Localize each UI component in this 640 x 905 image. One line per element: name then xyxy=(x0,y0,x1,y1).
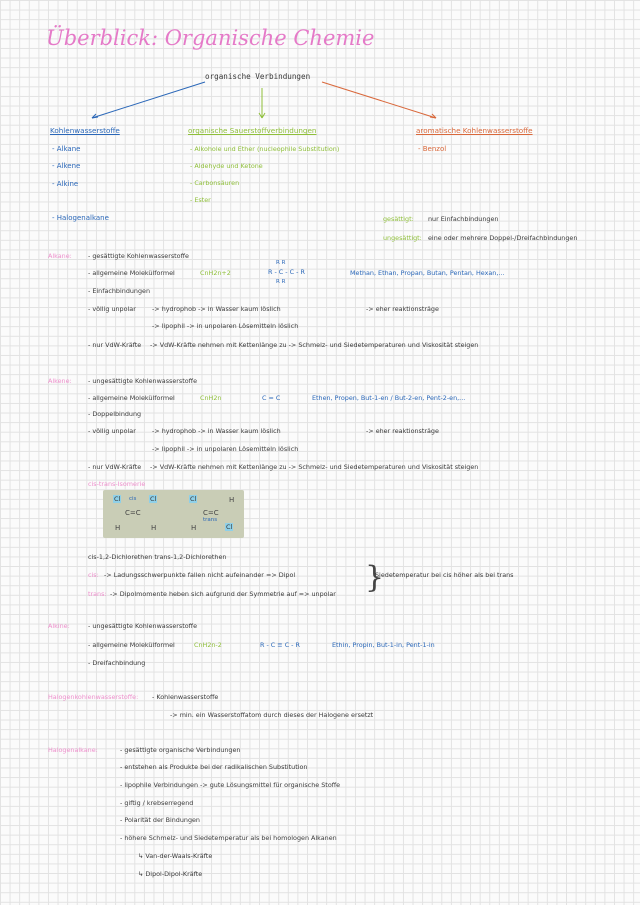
category-oxygen-head: organische Sauerstoffverbindungen xyxy=(188,126,317,135)
alkene-formula: CnH2n xyxy=(200,394,222,402)
alkane-line: - gesättigte Kohlenwasserstoffe xyxy=(88,252,189,260)
alkane-line: - allgemeine Molekülformel xyxy=(88,269,175,277)
cis-label: cis: xyxy=(88,571,99,579)
cis-text: -> Ladungsschwerpunkte fallen nicht aufeinander => Dipol xyxy=(104,571,296,579)
alkine-structure: R - C ≡ C - R xyxy=(260,641,300,649)
alkene-line: -> hydrophob -> in Wasser kaum löslich xyxy=(152,427,281,435)
haloalkane-line: - gesättigte organische Verbindungen xyxy=(120,746,241,754)
halokw-line: -> min. ein Wasserstoffatom durch dieses der Halogene ersetzt xyxy=(170,711,374,719)
alkene-line: - nur VdW-Kräfte xyxy=(88,463,142,471)
haloalkane-line: - höhere Schmelz- und Siedetemperatur als bei homologen Alkanen xyxy=(120,834,337,842)
isomer-names: cis-1,2-Dichlorethen trans-1,2-Dichlorethen xyxy=(88,553,227,561)
alkane-structure: R - C - C - R xyxy=(268,268,305,276)
def-text: eine oder mehrere Doppel-/Dreifachbindungen xyxy=(428,234,578,242)
alkine-formula: CnH2n-2 xyxy=(194,641,222,649)
cat1-item: - Alkene xyxy=(52,162,81,170)
hydrogen-label: H xyxy=(151,524,157,532)
root-node: organische Verbindungen xyxy=(205,72,311,81)
alkane-line: -> lipophil -> in unpolaren Lösemitteln löslich xyxy=(152,322,299,330)
alkene-line: -> lipophil -> in unpolaren Lösemitteln löslich xyxy=(152,445,299,453)
haloalkane-line: ↳ Dipol-Dipol-Kräfte xyxy=(138,870,203,878)
cat1-item: - Halogenalkane xyxy=(52,214,109,222)
alkine-line: - Dreifachbindung xyxy=(88,659,146,667)
hydrogen-label: H xyxy=(191,524,197,532)
chlorine-label: Cl xyxy=(190,495,197,503)
haloalkane-line: - lipophile Verbindungen -> gute Lösungsmittel für organische Stoffe xyxy=(120,781,341,789)
haloalkane-line: - giftig / krebserregend xyxy=(120,799,194,807)
chlorine-label: Cl xyxy=(150,495,157,503)
alkane-line: -> VdW-Kräfte nehmen mit Kettenlänge zu -> Schmelz- und Siedetemperaturen und Viskosität steigen xyxy=(150,341,479,349)
double-bond: C=C xyxy=(203,509,219,517)
haloalkane-line: - Polarität der Bindungen xyxy=(120,816,200,824)
section-label-halokw: Halogenkohlenwasserstoffe: xyxy=(48,693,139,701)
alkane-formula: CnH2n+2 xyxy=(200,269,231,277)
alkane-structure: R R xyxy=(276,260,286,266)
trans-label: trans: xyxy=(88,590,107,598)
category-aromatic-head: aromatische Kohlenwasserstoffe xyxy=(416,126,533,135)
alkene-line: -> eher reaktionsträge xyxy=(366,427,439,435)
cat3-item: - Benzol xyxy=(418,145,447,153)
alkane-line: -> eher reaktionsträge xyxy=(366,305,439,313)
brace-text: Siedetemperatur bei cis höher als bei trans xyxy=(375,571,514,579)
page-title: Überblick: Organische Chemie xyxy=(46,26,375,50)
category-hydrocarbons-head: Kohlenwasserstoffe xyxy=(50,126,120,135)
alkane-examples: Methan, Ethan, Propan, Butan, Pentan, Hexan,... xyxy=(350,269,505,277)
alkene-line: - ungesättigte Kohlenwasserstoffe xyxy=(88,377,198,385)
chlorine-label: Cl xyxy=(226,523,233,531)
cis-note: cis xyxy=(129,496,137,502)
alkane-line: -> hydrophob -> in Wasser kaum löslich xyxy=(152,305,281,313)
def-term: gesättigt: xyxy=(383,215,414,223)
hydrogen-label: H xyxy=(229,496,235,504)
brace: } xyxy=(365,560,385,595)
alkane-line: - nur VdW-Kräfte xyxy=(88,341,142,349)
alkine-line: - ungesättigte Kohlenwasserstoffe xyxy=(88,622,198,630)
def-term: ungesättigt: xyxy=(383,234,422,242)
chlorine-label: Cl xyxy=(114,495,121,503)
cat2-item: - Alkohole und Ether (nucleophile Substitution) xyxy=(190,145,340,153)
trans-note: trans xyxy=(203,517,218,523)
cat2-item: - Ester xyxy=(190,196,211,204)
cat2-item: - Carbonsäuren xyxy=(190,179,240,187)
section-label-alkine: Alkine: xyxy=(48,622,70,630)
haloalkane-line: - entstehen als Produkte bei der radikalischen Substitution xyxy=(120,763,308,771)
alkane-line: - Einfachbindungen xyxy=(88,287,151,295)
alkane-line: - völlig unpolar xyxy=(88,305,136,313)
alkene-line: - allgemeine Molekülformel xyxy=(88,394,175,402)
alkine-examples: Ethin, Propin, But-1-in, Pent-1-in xyxy=(332,641,435,649)
alkene-line: - völlig unpolar xyxy=(88,427,136,435)
section-label-haloalkane: Halogenalkane: xyxy=(48,746,98,754)
alkine-line: - allgemeine Molekülformel xyxy=(88,641,175,649)
cat2-item: - Aldehyde und Ketone xyxy=(190,162,263,170)
alkane-structure: R R xyxy=(276,279,286,285)
cat1-item: - Alkine xyxy=(52,180,79,188)
section-label-alkene: Alkene: xyxy=(48,377,72,385)
cat1-item: - Alkane xyxy=(52,145,81,153)
halokw-line: - Kohlenwasserstoffe xyxy=(152,693,219,701)
double-bond: C=C xyxy=(125,509,141,517)
cis-trans-photo xyxy=(103,490,244,538)
alkene-line: -> VdW-Kräfte nehmen mit Kettenlänge zu -> Schmelz- und Siedetemperaturen und Viskosität steigen xyxy=(150,463,479,471)
alkene-line: - Doppelbindung xyxy=(88,410,142,418)
def-text: nur Einfachbindungen xyxy=(428,215,499,223)
isomer-heading: cis-trans-Isomerie xyxy=(88,480,146,488)
section-label-alkane: Alkane: xyxy=(48,252,72,260)
hydrogen-label: H xyxy=(115,524,121,532)
haloalkane-line: ↳ Van-der-Waals-Kräfte xyxy=(138,852,213,860)
alkene-structure: C = C xyxy=(262,394,281,402)
alkene-examples: Ethen, Propen, But-1-en / But-2-en, Pent-2-en,... xyxy=(312,394,466,402)
trans-text: -> Dipolmomente heben sich aufgrund der Symmetrie auf => unpolar xyxy=(110,590,336,598)
